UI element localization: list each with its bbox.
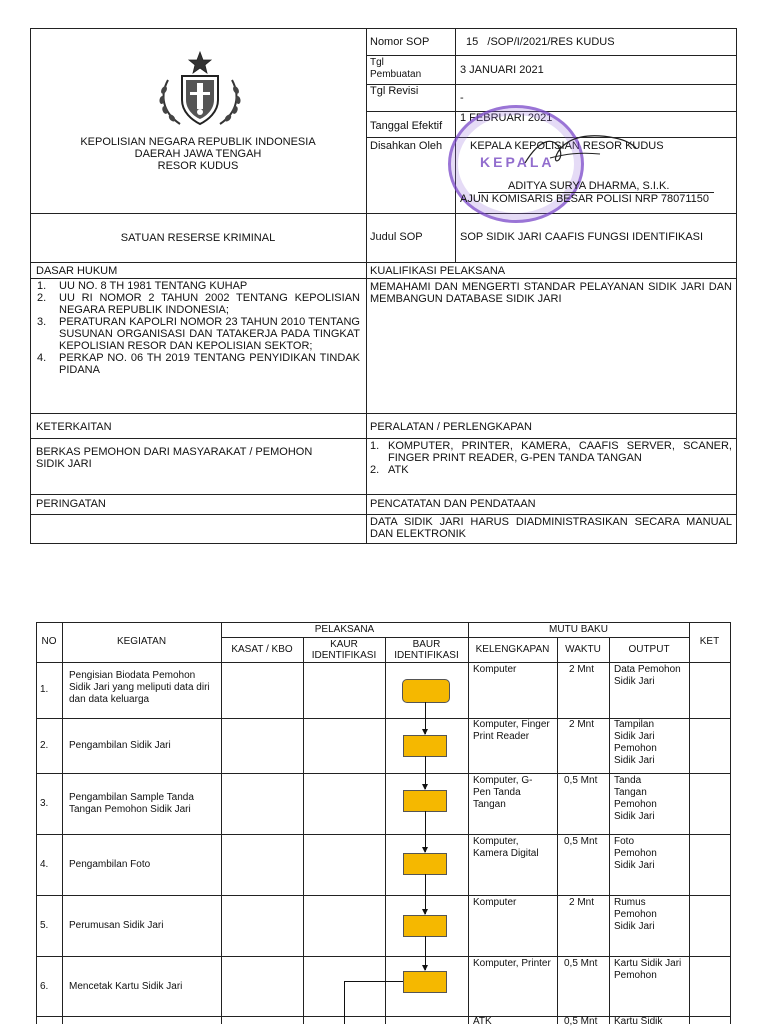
dasar-hukum-title: DASAR HUKUM [36, 265, 118, 277]
flow-arrow [425, 811, 426, 852]
list-item: 1. KOMPUTER, PRINTER, KAMERA, CAAFIS SERVER, SCANER, FINGER PRINT READER, G-PEN TANDA TANGAN [370, 440, 732, 464]
kualifikasi-text: MEMAHAMI DAN MENGERTI STANDAR PELAYANAN SIDIK JARI DAN MEMBANGUN DATABASE SIDIK JARI [370, 281, 732, 305]
dasar-hukum-list [36, 280, 360, 376]
flow-arrow [425, 756, 426, 789]
col-header-kaur: KAUR IDENTIFIKASI [311, 639, 377, 661]
organization-name: KEPOLISIAN NEGARA REPUBLIK INDONESIA DAERAH JAWA TENGAH RESOR KUDUS [80, 136, 316, 172]
kualifikasi-title: KUALIFIKASI PELAKSANA [370, 265, 506, 277]
signatory-name: ADITYA SURYA DHARMA, S.I.K. [508, 180, 670, 192]
list-item: 3. PERATURAN KAPOLRI NOMOR 23 TAHUN 2010 TENTANG SUSUNAN ORGANISASI DAN TATAKERJA PADA TINGKAT KEPOLISIAN RESOR DAN KEPOLISIAN SEKTOR; [37, 316, 360, 352]
list-item: 1. UU NO. 8 TH 1981 TENTANG KUHAP [37, 280, 248, 292]
judul-sop-label: Judul SOP [370, 231, 423, 243]
tgl-pembuatan-label: Tgl Pembuatan [370, 57, 422, 80]
peralatan-title: PERALATAN / PERLENGKAPAN [370, 421, 532, 433]
pencatatan-text: DATA SIDIK JARI HARUS DIADMINISTRASIKAN SECARA MANUAL DAN ELEKTRONIK [370, 516, 732, 540]
tanggal-efektif-value: 1 FEBRUARI 2021 [460, 112, 553, 124]
flow-start-terminator [402, 679, 450, 703]
keterkaitan-title: KETERKAITAN [36, 421, 112, 433]
disahkan-label: Disahkan Oleh [370, 140, 443, 152]
flow-process-box [403, 735, 447, 757]
col-header-kelengkapan: KELENGKAPAN [475, 644, 550, 655]
peralatan-list [369, 440, 732, 476]
unit-name: SATUAN RESERSE KRIMINAL [120, 232, 276, 244]
col-header-baur: BAUR IDENTIFIKASI [394, 639, 459, 661]
keterkaitan-text: BERKAS PEMOHON DARI MASYARAKAT / PEMOHON SIDIK JARI [36, 446, 313, 470]
judul-sop-value: SOP SIDIK JARI CAAFIS FUNGSI IDENTIFIKASI [460, 231, 704, 243]
signature-mark [520, 128, 640, 173]
list-item: 2. UU RI NOMOR 2 TAHUN 2002 TENTANG KEPOLISIAN NEGARA REPUBLIK INDONESIA; [37, 292, 360, 316]
col-header-mutu: MUTU BAKU [549, 624, 608, 635]
stamp-text: KEPALA [480, 154, 555, 170]
nomor-sop-label: Nomor SOP [370, 36, 430, 48]
col-header-waktu: WAKTU [565, 644, 601, 655]
col-header-kasat: KASAT / KBO [231, 644, 293, 655]
police-emblem-logo [150, 50, 250, 130]
flow-process-box [403, 915, 447, 937]
flow-arrow [425, 936, 426, 970]
tgl-revisi-label: Tgl Revisi [370, 85, 419, 97]
list-item: 2. ATK [370, 464, 409, 476]
tgl-pembuatan-value: 3 JANUARI 2021 [460, 64, 544, 76]
list-item: 4. PERKAP NO. 06 TH 2019 TENTANG PENYIDIKAN TINDAK PIDANA [37, 352, 360, 376]
flow-connector-line [344, 981, 345, 1024]
tanggal-efektif-label: Tanggal Efektif [370, 120, 443, 132]
flow-connector-line [344, 981, 403, 982]
col-header-ket: KET [699, 636, 720, 647]
flow-process-box [403, 790, 447, 812]
flow-process-box [403, 853, 447, 875]
col-header-kegiatan: KEGIATAN [116, 636, 167, 647]
col-header-pelaksana: PELAKSANA [314, 624, 375, 635]
signatory-rank: AJUN KOMISARIS BESAR POLISI NRP 78071150 [460, 193, 710, 205]
disahkan-value: KEPALA KEPOLISIAN RESOR KUDUS [470, 140, 664, 152]
tgl-revisi-value: - [460, 92, 464, 104]
nomor-sop-value: 15 /SOP/I/2021/RES KUDUS [466, 36, 615, 48]
pencatatan-title: PENCATATAN DAN PENDATAAN [370, 498, 536, 510]
flow-arrow [425, 702, 426, 734]
peringatan-title: PERINGATAN [36, 498, 106, 510]
col-header-output: OUTPUT [628, 644, 670, 655]
flow-arrow [425, 874, 426, 914]
flow-process-box [403, 971, 447, 993]
col-header-no: NO [41, 636, 57, 647]
